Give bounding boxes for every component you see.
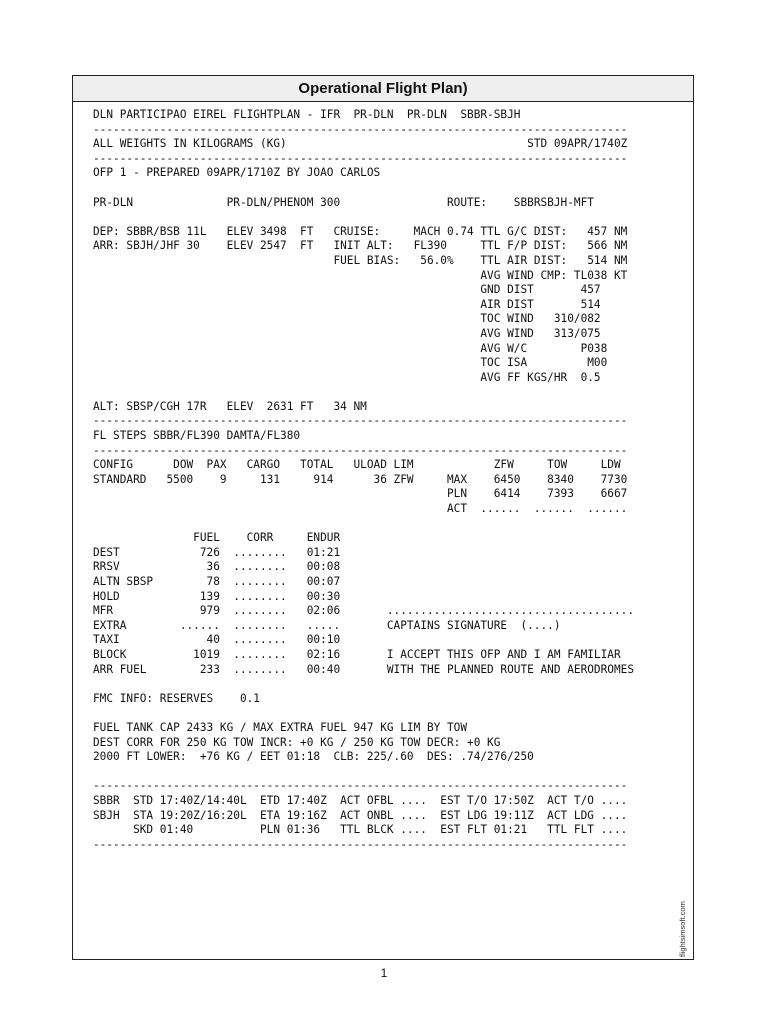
ofp-line: FL STEPS SBBR/FL390 DAMTA/FL380 xyxy=(93,429,301,443)
ofp-line: FUEL TANK CAP 2433 KG / MAX EXTRA FUEL 947 KG LIM BY TOW xyxy=(93,720,468,734)
ofp-line: AVG W/C P038 xyxy=(93,341,608,355)
ofp-line: RRSV 36 ........ 00:08 xyxy=(93,560,341,574)
ofp-line: HOLD 139 ........ 00:30 xyxy=(93,589,341,603)
ofp-line: -------------------------------------------------------------------------------- xyxy=(93,837,628,851)
blank-line xyxy=(93,210,634,225)
ofp-line: FMC INFO: RESERVES 0.1 xyxy=(93,691,260,705)
ofp-line: ACT ...... ...... ...... xyxy=(93,502,628,516)
flight-plan-frame xyxy=(72,75,694,960)
watermark-text: flightsimsoft.com xyxy=(678,901,687,957)
ofp-line: DEST 726 ........ 01:21 xyxy=(93,545,341,559)
blank-line xyxy=(93,677,634,692)
ofp-line: AIR DIST 514 xyxy=(93,297,601,311)
ofp-line: TOC WIND 310/082 xyxy=(93,312,601,326)
watermark xyxy=(677,889,689,957)
ofp-line: -------------------------------------------------------------------------------- xyxy=(93,414,628,428)
ofp-line: AVG WIND CMP: TL038 KT xyxy=(93,268,628,282)
ofp-line: 2000 FT LOWER: +76 KG / EET 01:18 CLB: 225/.60 DES: .74/276/250 xyxy=(93,750,534,764)
ofp-line: PLN 6414 7393 6667 xyxy=(93,487,628,501)
ofp-line: CONFIG DOW PAX CARGO TOTAL ULOAD LIM ZFW TOW LDW xyxy=(93,458,621,472)
ofp-line: TOC ISA M00 xyxy=(93,356,608,370)
ofp-line: FUEL CORR ENDUR xyxy=(93,531,341,545)
ofp-line: STANDARD 5500 9 131 914 36 ZFW MAX 6450 8340 7730 xyxy=(93,472,628,486)
ofp-line: -------------------------------------------------------------------------------- xyxy=(93,122,628,136)
ofp-line: MFR 979 ........ 02:06 ..................................... xyxy=(93,604,634,618)
ofp-line: ARR FUEL 233 ........ 00:40 WITH THE PLANNED ROUTE AND AERODROMES xyxy=(93,662,634,676)
ofp-line: SKD 01:40 PLN 01:36 TTL BLCK .... EST FLT 01:21 TTL FLT .... xyxy=(93,823,628,837)
blank-line xyxy=(93,385,634,400)
ofp-line: DEST CORR FOR 250 KG TOW INCR: +0 KG / 250 KG TOW DECR: +0 KG xyxy=(93,735,501,749)
ofp-line: GND DIST 457 xyxy=(93,283,601,297)
ofp-line: AVG WIND 313/075 xyxy=(93,326,601,340)
ofp-line: SBJH STA 19:20Z/16:20L ETA 19:16Z ACT ONBL .... EST LDG 19:11Z ACT LDG .... xyxy=(93,808,628,822)
blank-line xyxy=(93,517,634,532)
ofp-line: OFP 1 - PREPARED 09APR/1710Z BY JOAO CARLOS xyxy=(93,166,381,180)
ofp-line: ALT: SBSP/CGH 17R ELEV 2631 FT 34 NM xyxy=(93,399,367,413)
ofp-line: FUEL BIAS: 56.0% TTL AIR DIST: 514 NM xyxy=(93,253,628,267)
ofp-line: ALTN SBSP 78 ........ 00:07 xyxy=(93,575,341,588)
page-number: 1 xyxy=(380,966,388,980)
ofp-line: EXTRA ...... ........ ..... CAPTAINS SIGNATURE (....) xyxy=(93,618,561,632)
ofp-line: PR-DLN PR-DLN/PHENOM 300 ROUTE: SBBRSBJH-MFT xyxy=(93,195,594,209)
ofp-line: BLOCK 1019 ........ 02:16 I ACCEPT THIS OFP AND I AM FAMILIAR xyxy=(93,647,621,661)
ofp-line: -------------------------------------------------------------------------------- xyxy=(93,779,628,793)
ofp-line: -------------------------------------------------------------------------------- xyxy=(93,151,628,165)
blank-line xyxy=(93,706,634,721)
ofp-line: AVG FF KGS/HR 0.5 xyxy=(93,370,601,384)
ofp-line: TAXI 40 ........ 00:10 xyxy=(93,633,341,647)
ofp-line: ALL WEIGHTS IN KILOGRAMS (KG) STD 09APR/1740Z xyxy=(93,137,628,151)
blank-line xyxy=(93,765,634,780)
ofp-line: -------------------------------------------------------------------------------- xyxy=(93,443,628,457)
ofp-line: SBBR STD 17:40Z/14:40L ETD 17:40Z ACT OFBL .... EST T/O 17:50Z ACT T/O .... xyxy=(93,793,628,807)
ofp-line: DLN PARTICIPAO EIREL FLIGHTPLAN - IFR PR-DLN PR-DLN SBBR-SBJH xyxy=(93,108,521,121)
ofp-line: ARR: SBJH/JHF 30 ELEV 2547 FT INIT ALT: FL390 TTL F/P DIST: 566 NM xyxy=(93,239,628,253)
blank-line xyxy=(93,181,634,196)
ofp-text-body xyxy=(93,108,634,852)
page-title: Operational Flight Plan) xyxy=(73,76,693,102)
ofp-line: DEP: SBBR/BSB 11L ELEV 3498 FT CRUISE: MACH 0.74 TTL G/C DIST: 457 NM xyxy=(93,224,628,238)
